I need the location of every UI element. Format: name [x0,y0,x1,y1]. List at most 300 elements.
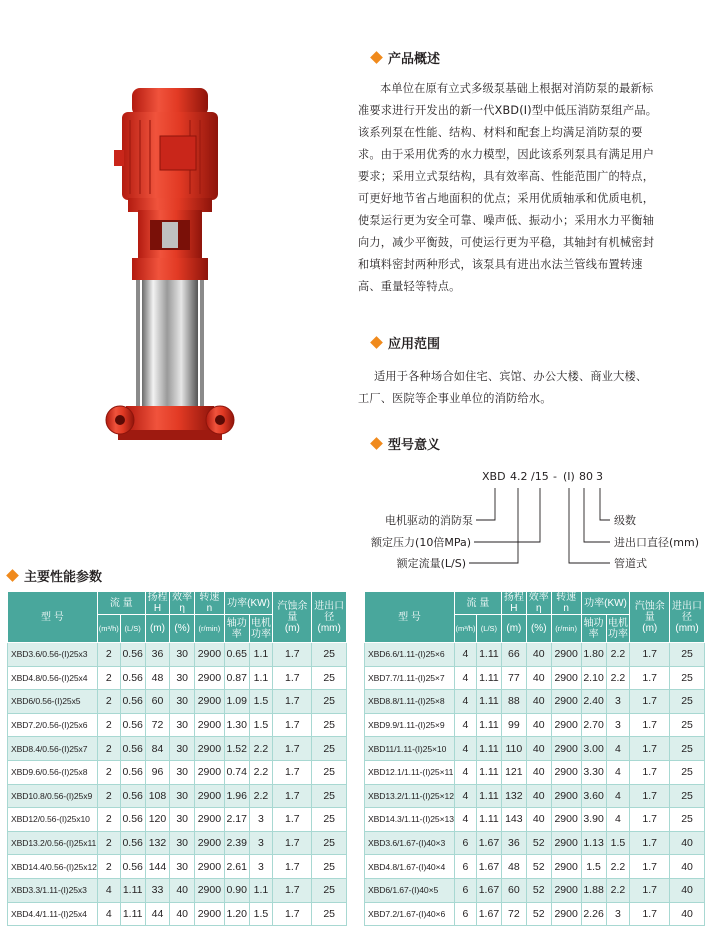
cell-npsh: 1.7 [630,831,670,855]
cell-model: XBD7.7/1.11-(I)25×7 [365,666,455,690]
cell-diameter: 40 [670,855,705,879]
cell-motor-power: 3 [606,713,630,737]
cell-efficiency: 30 [170,808,195,832]
cell-model: XBD14.4/0.56-(I)25x12 [8,855,98,879]
cell-efficiency: 30 [170,666,195,690]
code-type: (I) [563,470,575,483]
label-pressure: 额定压力(10倍MPa) [371,536,471,549]
code-flow: 4.2 [510,470,528,483]
cell-efficiency: 40 [526,690,551,714]
cell-shaft-power: 1.52 [224,737,249,761]
cell-motor-power: 4 [606,737,630,761]
cell-flow-ls: 1.11 [476,643,501,667]
cell-head: 44 [145,902,170,926]
cell-efficiency: 52 [526,878,551,902]
code-series: XBD [482,470,506,483]
cell-model: XBD6.6/1.11-(I)25×6 [365,643,455,667]
cell-npsh: 1.7 [630,855,670,879]
pump-illustration [100,70,240,470]
cell-diameter: 25 [312,713,347,737]
cell-motor-power: 1.5 [606,831,630,855]
cell-speed: 2900 [195,666,225,690]
cell-efficiency: 40 [526,808,551,832]
cell-flow-m3h: 4 [454,713,476,737]
diamond-bullet-icon [370,336,383,349]
table-row [8,902,347,926]
cell-model: XBD4.4/1.11-(I)25x4 [8,902,98,926]
cell-model: XBD12/0.56-(I)25x10 [8,808,98,832]
cell-efficiency: 40 [526,713,551,737]
cell-model: XBD6/0.56-(I)25x5 [8,690,98,714]
cell-shaft-power: 2.40 [581,690,606,714]
table-row [365,808,705,832]
model-meaning-heading: 型号意义 [372,434,440,453]
cell-model: XBD11/1.11-(I)25×10 [365,737,455,761]
overview-paragraph: 本单位在原有立式多级泵基础上根据对消防泵的最新标 准要求进行开发出的新一代XBD(I)型中低压消防泵组产品。 该系列泵在性能、结构、材料和配套上均满足消防泵的要 求。由于采用优秀的水力模型，因此该系列泵具有满足用户 要求；采用立式泵结构，具有效率高、性能范围广的特点， 可更好地节省占地面积的优点；采用优质轴承和优质电机， 使泵运行更为安全可靠、噪声低、振动小；采用水力平衡轴 向力，减少平衡鼓，可使运行更为平稳，其轴封有机械密封 和填料密封两种形式，该泵具有进出水法兰管线布置转速 高、重量轻等特点。 [358,82,658,293]
header-flow-m3h: (m³/h) [454,615,476,643]
header-eff-unit: (%) [526,615,551,643]
cell-shaft-power: 0.65 [224,643,249,667]
cell-motor-power: 4 [606,760,630,784]
table-row [8,690,347,714]
cell-diameter: 25 [670,643,705,667]
cell-flow-m3h: 2 [97,831,120,855]
cell-speed: 2900 [551,666,581,690]
cell-motor-power: 3 [606,690,630,714]
cell-motor-power: 2.2 [606,666,630,690]
cell-diameter: 40 [670,902,705,926]
cell-speed: 2900 [551,831,581,855]
cell-flow-m3h: 4 [454,784,476,808]
cell-speed: 2900 [195,855,225,879]
cell-diameter: 25 [312,878,347,902]
code-diameter: 80 [579,470,593,483]
cell-efficiency: 40 [170,902,195,926]
performance-table-left [7,591,347,926]
cell-model: XBD9.6/0.56-(I)25x8 [8,760,98,784]
label-stages: 级数 [614,514,636,527]
cell-efficiency: 30 [170,690,195,714]
cell-efficiency: 40 [526,760,551,784]
cell-diameter: 25 [312,784,347,808]
cell-speed: 2900 [551,878,581,902]
cell-head: 77 [501,666,526,690]
label-series: 电机驱动的消防泵 [385,514,473,527]
cell-shaft-power: 3.60 [581,784,606,808]
label-type: 管道式 [614,557,647,570]
cell-shaft-power: 0.74 [224,760,249,784]
cell-flow-m3h: 4 [454,737,476,761]
header-motor-power: 电机功率 [249,615,273,643]
header-diameter: 进出口径 (mm) [670,592,705,643]
cell-flow-m3h: 4 [454,666,476,690]
performance-heading: 主要性能参数 [8,566,102,585]
cell-motor-power: 1.5 [249,902,273,926]
model-code-diagram [350,460,710,580]
cell-shaft-power: 1.5 [581,855,606,879]
table-row [365,831,705,855]
table-row [365,713,705,737]
label-flow: 额定流量(L/S) [396,557,466,570]
header-shaft-power: 轴功率 [581,615,606,643]
cell-model: XBD13.2/0.56-(I)25x11 [8,831,98,855]
cell-efficiency: 52 [526,855,551,879]
cell-flow-ls: 0.56 [120,643,145,667]
cell-flow-m3h: 2 [97,713,120,737]
application-paragraph: 适用于各种场合如住宅、宾馆、办公大楼、商业大楼、 工厂、医院等企事业单位的消防给水。 [358,370,648,405]
table-row [8,666,347,690]
cell-shaft-power: 0.90 [224,878,249,902]
cell-diameter: 25 [312,690,347,714]
cell-speed: 2900 [195,713,225,737]
header-flow-ls: (L/S) [476,615,501,643]
cell-speed: 2900 [195,643,225,667]
table-row [365,878,705,902]
cell-motor-power: 2.2 [606,878,630,902]
cell-head: 72 [501,902,526,926]
cell-motor-power: 2.2 [249,784,273,808]
header-eff-unit: (%) [170,615,195,643]
cell-motor-power: 1.1 [249,666,273,690]
cell-shaft-power: 1.80 [581,643,606,667]
cell-efficiency: 40 [170,878,195,902]
cell-head: 84 [145,737,170,761]
cell-head: 110 [501,737,526,761]
header-head: 扬程 H [501,592,526,615]
cell-speed: 2900 [195,784,225,808]
header-flow-m3h: (m³/h) [97,615,120,643]
cell-diameter: 25 [312,737,347,761]
cell-flow-ls: 0.56 [120,784,145,808]
cell-flow-ls: 0.56 [120,808,145,832]
header-model: 型 号 [365,592,455,643]
cell-head: 60 [145,690,170,714]
cell-model: XBD4.8/1.67-(I)40×4 [365,855,455,879]
cell-flow-ls: 1.67 [476,855,501,879]
cell-speed: 2900 [195,831,225,855]
label-diameter: 进出口直径(mm) [614,536,700,549]
cell-flow-m3h: 6 [454,831,476,855]
cell-efficiency: 30 [170,855,195,879]
cell-diameter: 25 [312,643,347,667]
cell-flow-m3h: 2 [97,666,120,690]
cell-model: XBD3.3/1.11-(I)25x3 [8,878,98,902]
cell-head: 36 [145,643,170,667]
diamond-bullet-icon [370,437,383,450]
cell-model: XBD14.3/1.11-(I)25×13 [365,808,455,832]
cell-shaft-power: 1.30 [224,713,249,737]
cell-diameter: 25 [312,760,347,784]
table-row [8,855,347,879]
cell-speed: 2900 [551,713,581,737]
cell-motor-power: 2.2 [606,855,630,879]
cell-speed: 2900 [551,855,581,879]
table-row [365,643,705,667]
cell-flow-m3h: 4 [454,643,476,667]
cell-head: 66 [501,643,526,667]
cell-diameter: 25 [670,666,705,690]
header-flow-ls: (L/S) [120,615,145,643]
cell-npsh: 1.7 [273,831,312,855]
cell-diameter: 25 [670,737,705,761]
cell-efficiency: 30 [170,784,195,808]
cell-flow-m3h: 2 [97,760,120,784]
cell-flow-m3h: 4 [97,902,120,926]
cell-diameter: 25 [670,690,705,714]
header-shaft-power: 轴功率 [224,615,249,643]
cell-diameter: 25 [312,831,347,855]
cell-head: 144 [145,855,170,879]
cell-model: XBD12.1/1.11-(I)25×11 [365,760,455,784]
cell-flow-ls: 1.67 [476,902,501,926]
cell-flow-ls: 0.56 [120,737,145,761]
cell-shaft-power: 0.87 [224,666,249,690]
cell-model: XBD3.6/1.67-(I)40×3 [365,831,455,855]
cell-flow-ls: 0.56 [120,713,145,737]
cell-efficiency: 52 [526,831,551,855]
header-npsh: 汽蚀余量 (m) [630,592,670,643]
cell-diameter: 40 [670,878,705,902]
cell-shaft-power: 3.00 [581,737,606,761]
cell-speed: 2900 [551,902,581,926]
cell-efficiency: 30 [170,643,195,667]
cell-npsh: 1.7 [630,808,670,832]
cell-motor-power: 2.2 [249,760,273,784]
cell-flow-ls: 1.11 [476,690,501,714]
cell-model: XBD7.2/0.56-(I)25x6 [8,713,98,737]
cell-shaft-power: 2.10 [581,666,606,690]
header-head-unit: (m) [501,615,526,643]
overview-heading: 产品概述 [372,48,440,67]
header-speed: 转速 n [551,592,581,615]
cell-head: 88 [501,690,526,714]
cell-motor-power: 3 [249,831,273,855]
cell-motor-power: 3 [249,855,273,879]
cell-flow-m3h: 6 [454,902,476,926]
header-diameter: 进出口径 (mm) [312,592,347,643]
cell-diameter: 25 [312,808,347,832]
header-flow: 流 量 [454,592,501,615]
cell-shaft-power: 1.88 [581,878,606,902]
table-row [8,760,347,784]
cell-flow-m3h: 4 [454,690,476,714]
table-row [8,784,347,808]
table-row [8,713,347,737]
cell-diameter: 25 [670,808,705,832]
code-dash: - [553,470,557,483]
cell-npsh: 1.7 [630,902,670,926]
header-eff: 效率 η [170,592,195,615]
cell-motor-power: 1.1 [249,878,273,902]
cell-npsh: 1.7 [630,690,670,714]
cell-speed: 2900 [551,690,581,714]
table-row [8,808,347,832]
cell-flow-m3h: 4 [97,878,120,902]
cell-efficiency: 30 [170,713,195,737]
cell-shaft-power: 2.70 [581,713,606,737]
cell-flow-ls: 1.11 [476,666,501,690]
cell-head: 36 [501,831,526,855]
cell-flow-ls: 0.56 [120,690,145,714]
header-speed-unit: (r/min) [551,615,581,643]
cell-head: 60 [501,878,526,902]
cell-npsh: 1.7 [273,666,312,690]
cell-speed: 2900 [195,902,225,926]
header-head: 扬程 H [145,592,170,615]
table-row [365,666,705,690]
table-row [365,855,705,879]
cell-efficiency: 40 [526,737,551,761]
cell-npsh: 1.7 [630,784,670,808]
cell-flow-ls: 1.11 [476,737,501,761]
table-row [365,737,705,761]
cell-npsh: 1.7 [630,666,670,690]
cell-head: 99 [501,713,526,737]
cell-flow-m3h: 6 [454,855,476,879]
cell-flow-ls: 1.11 [476,808,501,832]
cell-flow-ls: 1.67 [476,878,501,902]
cell-npsh: 1.7 [273,855,312,879]
diamond-bullet-icon [370,51,383,64]
cell-motor-power: 4 [606,808,630,832]
cell-flow-m3h: 2 [97,855,120,879]
cell-shaft-power: 3.30 [581,760,606,784]
cell-motor-power: 1.1 [249,643,273,667]
code-stages: 3 [596,470,603,483]
diamond-bullet-icon [6,569,19,582]
cell-shaft-power: 2.61 [224,855,249,879]
cell-shaft-power: 3.90 [581,808,606,832]
cell-efficiency: 30 [170,737,195,761]
cell-speed: 2900 [195,760,225,784]
cell-flow-m3h: 2 [97,808,120,832]
cell-flow-m3h: 2 [97,784,120,808]
cell-head: 132 [501,784,526,808]
cell-head: 108 [145,784,170,808]
table-row [365,760,705,784]
cell-speed: 2900 [551,784,581,808]
table-row [8,737,347,761]
cell-speed: 2900 [195,737,225,761]
cell-npsh: 1.7 [273,878,312,902]
cell-efficiency: 52 [526,902,551,926]
cell-flow-m3h: 2 [97,643,120,667]
cell-speed: 2900 [551,643,581,667]
cell-shaft-power: 1.09 [224,690,249,714]
cell-head: 33 [145,878,170,902]
cell-diameter: 25 [312,902,347,926]
cell-npsh: 1.7 [630,713,670,737]
cell-diameter: 25 [670,760,705,784]
table-row [365,902,705,926]
header-npsh: 汽蚀余量 (m) [273,592,312,643]
cell-npsh: 1.7 [630,643,670,667]
header-flow: 流 量 [97,592,145,615]
cell-shaft-power: 1.96 [224,784,249,808]
cell-flow-ls: 0.56 [120,855,145,879]
cell-head: 48 [145,666,170,690]
table-row [365,784,705,808]
cell-head: 132 [145,831,170,855]
cell-speed: 2900 [195,878,225,902]
table-row [8,878,347,902]
cell-npsh: 1.7 [630,878,670,902]
cell-diameter: 25 [670,784,705,808]
cell-flow-ls: 1.11 [120,902,145,926]
cell-motor-power: 1.5 [249,690,273,714]
header-motor-power: 电机功率 [606,615,630,643]
cell-speed: 2900 [551,760,581,784]
header-model: 型 号 [8,592,98,643]
cell-efficiency: 40 [526,666,551,690]
cell-head: 48 [501,855,526,879]
cell-head: 121 [501,760,526,784]
cell-flow-ls: 0.56 [120,831,145,855]
cell-speed: 2900 [551,808,581,832]
cell-npsh: 1.7 [273,902,312,926]
cell-head: 120 [145,808,170,832]
cell-npsh: 1.7 [630,760,670,784]
cell-model: XBD13.2/1.11-(I)25×12 [365,784,455,808]
cell-npsh: 1.7 [273,737,312,761]
cell-efficiency: 30 [170,831,195,855]
header-power: 功率(KW) [224,592,273,615]
cell-diameter: 40 [670,831,705,855]
cell-flow-ls: 1.67 [476,831,501,855]
cell-npsh: 1.7 [630,737,670,761]
cell-motor-power: 3 [606,902,630,926]
cell-flow-m3h: 2 [97,737,120,761]
cell-motor-power: 2.2 [249,737,273,761]
table-row [365,690,705,714]
cell-diameter: 25 [312,666,347,690]
cell-head: 143 [501,808,526,832]
cell-speed: 2900 [195,690,225,714]
cell-motor-power: 3 [249,808,273,832]
table-row [8,643,347,667]
cell-shaft-power: 2.39 [224,831,249,855]
cell-npsh: 1.7 [273,808,312,832]
cell-motor-power: 2.2 [606,643,630,667]
cell-flow-m3h: 4 [454,760,476,784]
cell-model: XBD8.8/1.11-(I)25×8 [365,690,455,714]
cell-flow-ls: 0.56 [120,666,145,690]
cell-flow-ls: 1.11 [476,784,501,808]
cell-npsh: 1.7 [273,760,312,784]
cell-efficiency: 40 [526,643,551,667]
cell-head: 72 [145,713,170,737]
header-speed: 转速 n [195,592,225,615]
cell-model: XBD3.6/0.56-(I)25x3 [8,643,98,667]
cell-efficiency: 40 [526,784,551,808]
cell-diameter: 25 [312,855,347,879]
cell-shaft-power: 1.13 [581,831,606,855]
cell-speed: 2900 [551,737,581,761]
cell-model: XBD6/1.67-(I)40×5 [365,878,455,902]
cell-speed: 2900 [195,808,225,832]
header-head-unit: (m) [145,615,170,643]
header-speed-unit: (r/min) [195,615,225,643]
cell-npsh: 1.7 [273,713,312,737]
cell-motor-power: 1.5 [249,713,273,737]
header-power: 功率(KW) [581,592,630,615]
cell-flow-m3h: 6 [454,878,476,902]
cell-npsh: 1.7 [273,690,312,714]
cell-shaft-power: 2.17 [224,808,249,832]
cell-flow-ls: 1.11 [476,713,501,737]
cell-diameter: 25 [670,713,705,737]
cell-model: XBD4.8/0.56-(I)25x4 [8,666,98,690]
